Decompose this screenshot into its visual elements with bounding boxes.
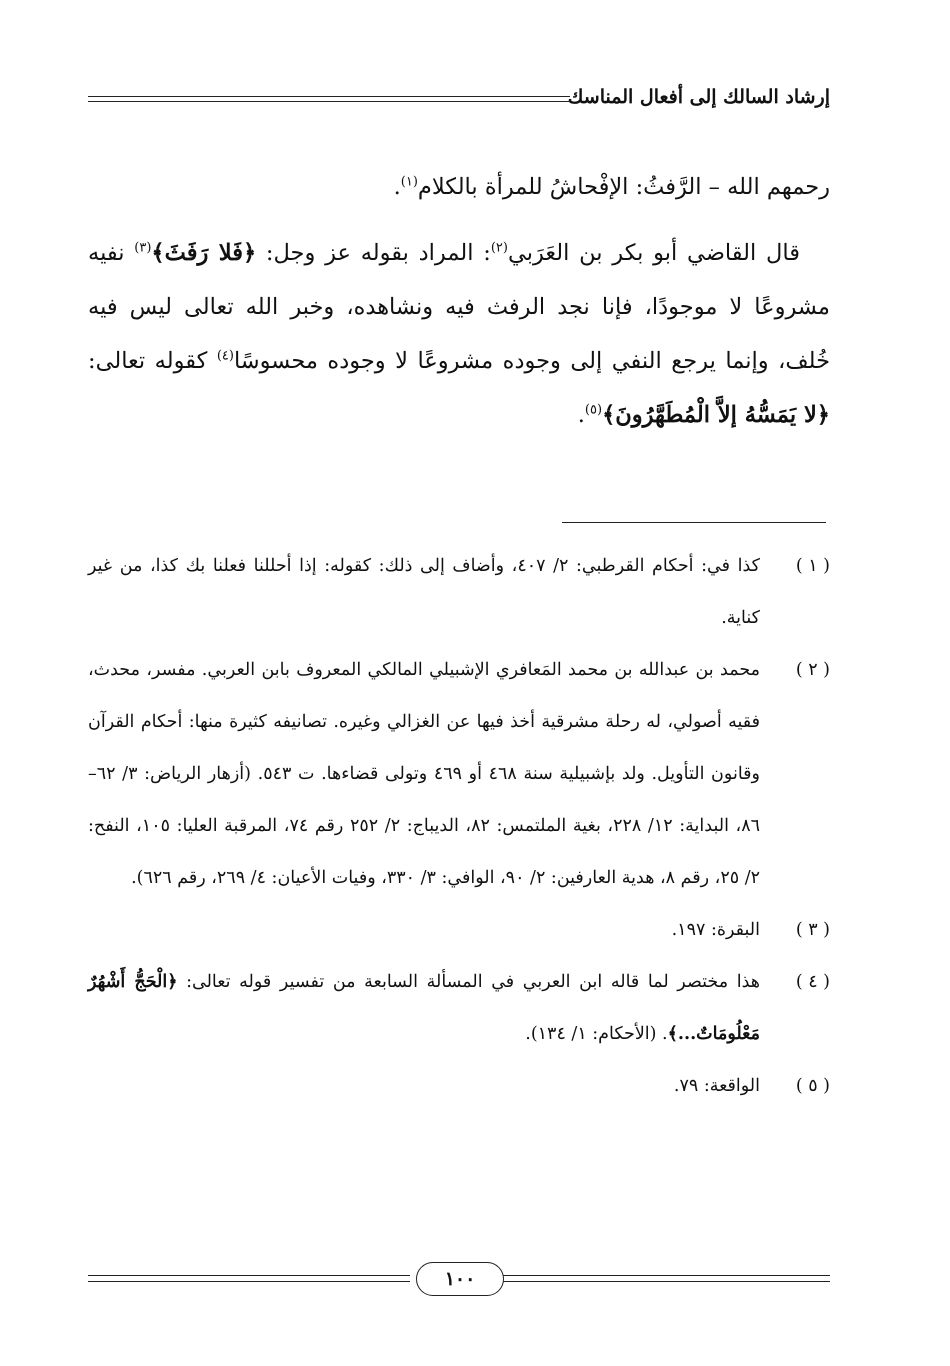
quran-quote: ﴿الْحَجُّ أَشْهُرٌ مَعْلُومَاتٌ...﴾ (88, 972, 760, 1044)
footnote-separator (562, 522, 826, 523)
footnote-ref: (٥) (584, 402, 603, 418)
footnote-number: ( ١ ) (795, 556, 830, 576)
paragraph-2 (88, 226, 830, 442)
footnote-number: ( ٢ ) (795, 660, 830, 680)
main-text (88, 160, 830, 442)
footnotes (88, 540, 830, 1112)
paragraph-2-part3: نفيه مشروعًا لا موجودًا، فإنا نجد الرفث فيه ونشاهده، وخبر الله تعالى ليس فيه خُلف، وإنما يرجع النفي إلى وجوده مشروعًا لا وجوده محسوسًا (88, 240, 830, 374)
footnote-text-before: هذا مختصر لما قاله ابن العربي في المسألة السابعة من تفسير قوله تعالى: (177, 972, 760, 992)
header-rule (88, 101, 570, 102)
footnote-ref: (٢) (490, 240, 508, 256)
footnote-text (88, 956, 760, 1060)
footnote-text: محمد بن عبدالله بن محمد المَعافري الإشبيلي المالكي المعروف بابن العربي. مفسر، محدث، فقيه أصولي، له رحلة مشرقية أخذ فيها عن الغزالي وغيره. تصانيفه كثيرة منها: أحكام القرآن وقانون التأويل. ولد بإشبيلية سنة ٤٦٨ أو ٤٦٩ وتولى قضاءها. ت ٥٤٣. (أزهار الرياض: ٣/ ٦٢–٨٦، البداية: ١٢/ ٢٢٨، بغية الملتمس: ٨٢، الديباج: ٢/ ٢٥٢ رقم ٧٤، المرقبة العليا: ١٠٥، النفح: ٢/ ٢٥، رقم ٨، هدية العارفين: ٢/ ٩٠، الوافي: ٣/ ٣٣٠، وفيات الأعيان: ٤/ ٢٦٩، رقم ٦٢٦). (88, 660, 761, 888)
quran-quote: ﴿لا يَمَسُّهُ إلاَّ الْمُطَهَّرُونَ﴾ (602, 402, 830, 428)
footnote-1 (88, 540, 830, 644)
footer-rule (498, 1275, 830, 1276)
footnote-4 (88, 956, 830, 1060)
footnote-5 (88, 1060, 830, 1112)
footnote-ref: (١) (400, 174, 418, 190)
footnote-ref: (٤) (216, 348, 234, 364)
footer-rule (88, 1281, 410, 1282)
footnote-text: الواقعة: ٧٩. (673, 1076, 760, 1096)
paragraph-1 (88, 160, 830, 214)
paragraph-2-part2: : المراد بقوله عز وجل: (256, 240, 491, 266)
running-header (88, 86, 830, 112)
period: . (577, 402, 585, 428)
footer-rule (498, 1281, 830, 1282)
page-footer (88, 1262, 830, 1312)
footnote-3 (88, 904, 830, 956)
footnote-text-after: . (الأحكام: ١/ ١٣٤). (525, 1024, 668, 1044)
paragraph-2-part4: كقوله تعالى: (88, 348, 217, 374)
footnote-text: كذا في: أحكام القرطبي: ٢/ ٤٠٧، وأضاف إلى ذلك: كقوله: إذا أحللنا فعلنا بك كذا، من غير كناية. (88, 556, 760, 628)
paragraph-1-text: رحمهم الله – الرَّفثُ: الإفْحاشُ للمرأة بالكلام (417, 174, 830, 200)
footnote-number: ( ٣ ) (795, 920, 830, 940)
footnote-text: البقرة: ١٩٧. (671, 920, 760, 940)
period: . (393, 174, 401, 200)
book-title: إرشاد السالك إلى أفعال المناسك (567, 86, 830, 108)
footer-rule (88, 1275, 410, 1276)
footnote-2 (88, 644, 830, 904)
quran-quote: ﴿فَلا رَفَثَ﴾ (151, 240, 257, 266)
header-rule (88, 96, 570, 97)
footnote-ref: (٣) (134, 240, 152, 256)
paragraph-2-part1: قال القاضي أبو بكر بن العَرَبي (507, 240, 800, 266)
footnote-number: ( ٥ ) (795, 1076, 830, 1096)
page-number: ١٠٠ (416, 1262, 504, 1296)
footnote-number: ( ٤ ) (795, 972, 830, 992)
